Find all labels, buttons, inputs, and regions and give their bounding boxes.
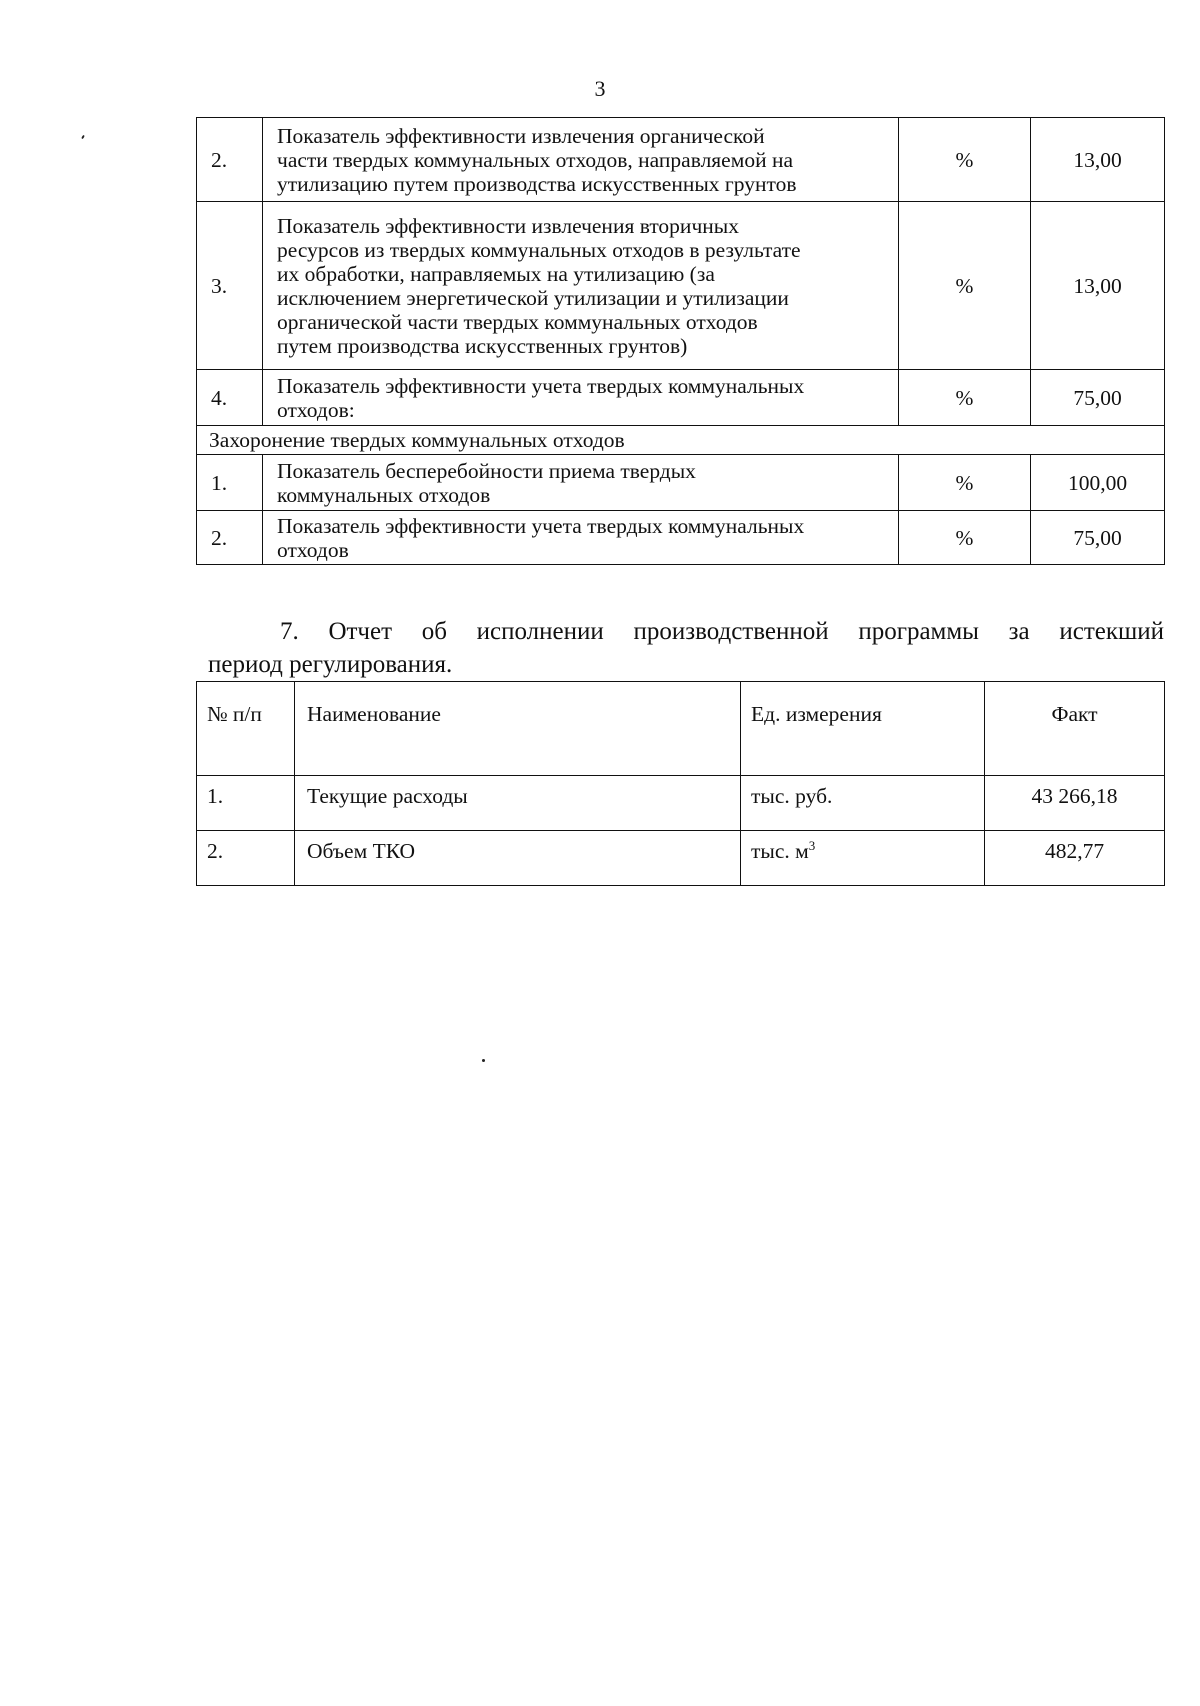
table-header-row xyxy=(197,682,1165,776)
header-name: Наименование xyxy=(295,682,741,776)
unit-text: тыс. м xyxy=(751,839,809,863)
header-unit: Ед. измерения xyxy=(741,682,985,776)
page-number: 3 xyxy=(594,76,606,101)
table-row xyxy=(197,831,1165,886)
row-unit xyxy=(741,776,985,831)
scan-speck xyxy=(482,1059,485,1062)
section-heading-continued: период регулирования. xyxy=(208,651,453,678)
unit-cell: % xyxy=(899,202,1031,370)
indicator-name-line: Показатель эффективности извлечения органической xyxy=(277,123,765,148)
row-name: Объем ТКО xyxy=(295,831,741,886)
section-heading: 7. Отчет об исполнении производственной программы за истекший xyxy=(280,618,1164,645)
row-unit xyxy=(741,831,985,886)
indicator-name-line: коммунальных отходов xyxy=(277,482,491,507)
table-row xyxy=(197,118,1165,202)
header-number: № п/п xyxy=(197,682,295,776)
value-cell: 100,00 xyxy=(1031,455,1165,511)
indicator-name-line: части твердых коммунальных отходов, направляемой на xyxy=(277,147,794,172)
row-number: 2. xyxy=(197,118,263,202)
table-row xyxy=(197,511,1165,565)
unit-cell: % xyxy=(899,370,1031,426)
row-number: 4. xyxy=(197,370,263,426)
unit-cell: % xyxy=(899,455,1031,511)
value-cell: 75,00 xyxy=(1031,370,1165,426)
indicator-name-line: исключением энергетической утилизации и утилизации xyxy=(277,285,789,310)
indicator-name xyxy=(263,118,899,202)
indicators-table xyxy=(196,117,1165,565)
row-number: 3. xyxy=(197,202,263,370)
value-cell: 13,00 xyxy=(1031,118,1165,202)
table-row xyxy=(197,370,1165,426)
row-number: 2. xyxy=(197,511,263,565)
value-cell: 75,00 xyxy=(1031,511,1165,565)
indicator-name-line: органической части твердых коммунальных отходов xyxy=(277,309,758,334)
report-table xyxy=(196,681,1165,886)
indicator-name xyxy=(263,455,899,511)
indicator-name xyxy=(263,511,899,565)
unit-cell: % xyxy=(899,511,1031,565)
section-title: Захоронение твердых коммунальных отходов xyxy=(197,426,1165,455)
indicator-name-line: путем производства искусственных грунтов) xyxy=(277,333,688,358)
indicator-name xyxy=(263,370,899,426)
row-number: 2. xyxy=(197,831,295,886)
row-fact: 43 266,18 xyxy=(985,776,1165,831)
row-fact: 482,77 xyxy=(985,831,1165,886)
table-row xyxy=(197,202,1165,370)
indicator-name-line: их обработки, направляемых на утилизацию (за xyxy=(277,261,715,286)
row-number: 1. xyxy=(197,455,263,511)
indicator-name-line: отходов xyxy=(277,537,349,562)
indicator-name-line: отходов: xyxy=(277,397,355,422)
value-cell: 13,00 xyxy=(1031,202,1165,370)
row-name: Текущие расходы xyxy=(295,776,741,831)
indicator-name-line: Показатель эффективности извлечения вторичных xyxy=(277,213,739,238)
unit-text: тыс. руб. xyxy=(751,784,833,808)
scan-speck xyxy=(81,135,85,139)
indicator-name-line: Показатель бесперебойности приема твердых xyxy=(277,458,696,483)
indicator-name-line: Показатель эффективности учета твердых коммунальных xyxy=(277,373,805,398)
indicator-name-line: утилизацию путем производства искусственных грунтов xyxy=(277,171,797,196)
header-fact: Факт xyxy=(985,682,1165,776)
table-row xyxy=(197,455,1165,511)
indicator-name-line: Показатель эффективности учета твердых коммунальных xyxy=(277,513,805,538)
unit-superscript: 3 xyxy=(808,837,816,853)
indicator-name xyxy=(263,202,899,370)
table-row xyxy=(197,776,1165,831)
table-section-row xyxy=(197,426,1165,455)
unit-cell: % xyxy=(899,118,1031,202)
row-number: 1. xyxy=(197,776,295,831)
indicator-name-line: ресурсов из твердых коммунальных отходов в результате xyxy=(277,237,801,262)
